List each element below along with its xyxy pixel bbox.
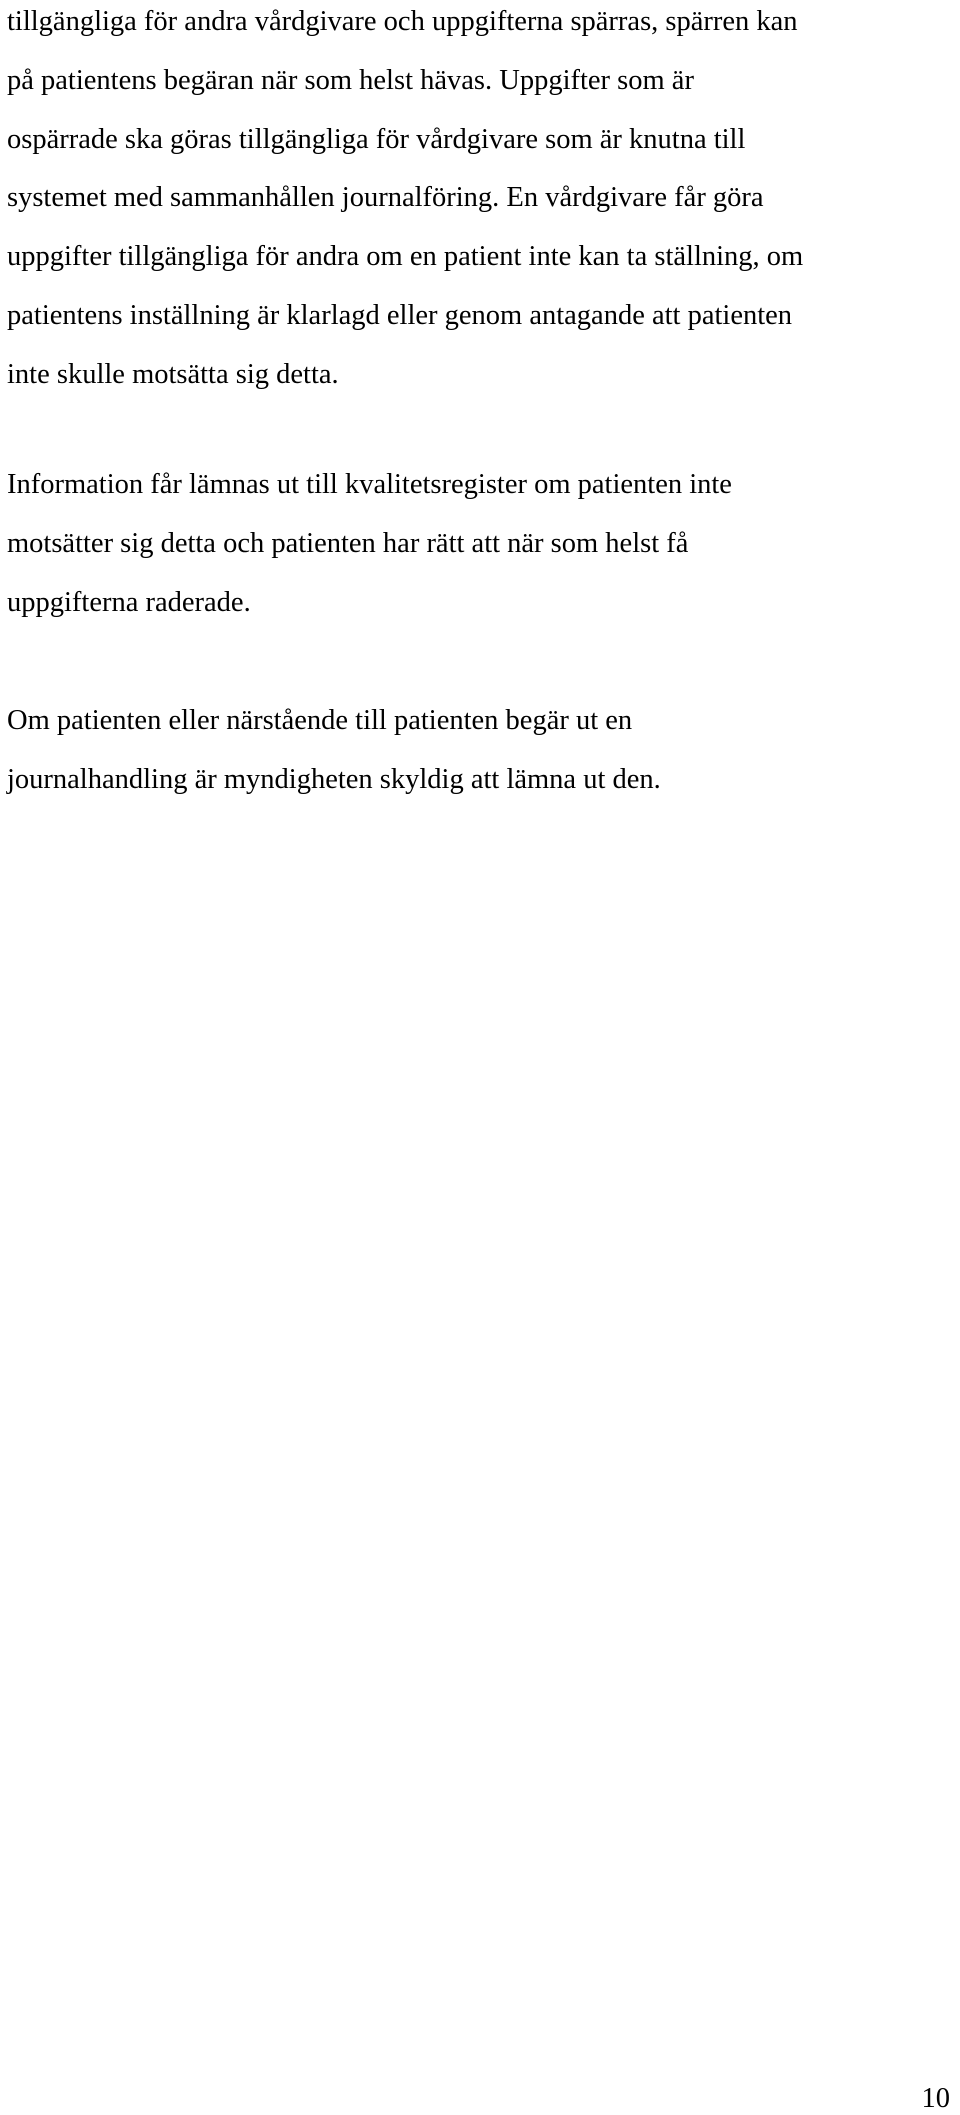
text-line: Information får lämnas ut till kvalitetsregister om patienten inte [7, 469, 732, 500]
paragraph-sammanhallen-journalforing [7, 0, 952, 405]
text-line: på patientens begäran när som helst hävas. Uppgifter som är [7, 64, 694, 96]
paragraph-journalhandling [7, 692, 952, 810]
text-line: ospärrade ska göras tillgängliga för vårdgivare som är knutna till [7, 123, 746, 155]
text-line: uppgifterna raderade. [7, 586, 251, 618]
text-line: patientens inställning är klarlagd eller genom antagande att patienten [7, 299, 793, 331]
text-line: uppgifter tillgängliga för andra om en patient inte kan ta ställning, om [7, 241, 804, 273]
text-line: tillgängliga för andra vårdgivare och uppgifterna spärras, spärren kan [7, 6, 798, 37]
paragraph-kvalitetsregister [7, 456, 952, 632]
text-line: Om patienten eller närstående till patienten begär ut en [7, 705, 633, 736]
page-number: 10 [921, 2083, 950, 2114]
text-line: inte skulle motsätta sig detta. [7, 358, 339, 390]
text-line: systemet med sammanhållen journalföring. En vårdgivare får göra [7, 182, 764, 214]
text-line: motsätter sig detta och patienten har rätt att när som helst få [7, 527, 689, 559]
text-line: journalhandling är myndigheten skyldig att lämna ut den. [7, 763, 661, 795]
